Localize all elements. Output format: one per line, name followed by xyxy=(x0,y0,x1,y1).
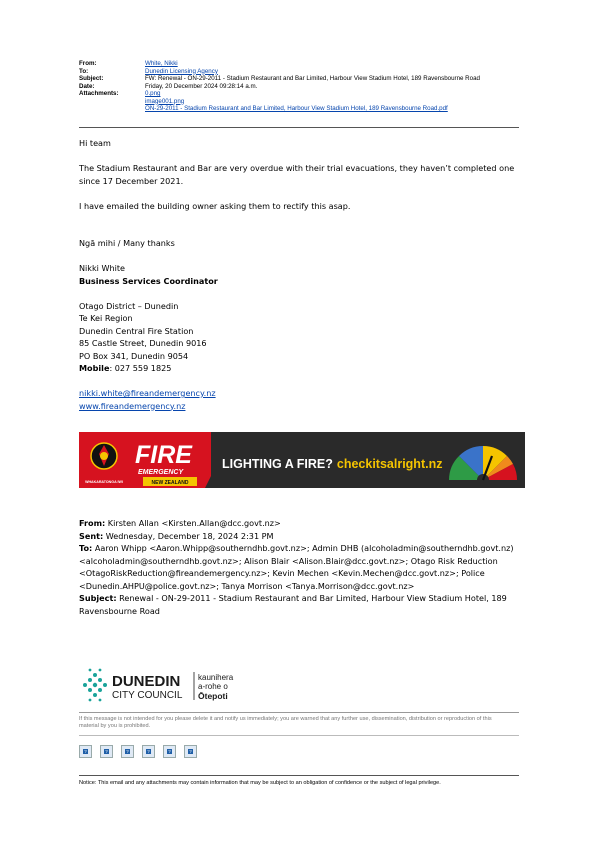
fire-emergency-banner[interactable] xyxy=(79,432,525,488)
broken-image-icon[interactable]: ? xyxy=(163,745,176,758)
notice-divider xyxy=(79,712,519,713)
slogan-prefix: LIGHTING A FIRE? xyxy=(222,457,333,471)
address-line: Otago District – Dunedin xyxy=(79,300,179,311)
address-line: Te Kei Region xyxy=(79,313,133,323)
to-label: To: xyxy=(79,67,89,75)
subject-value: FW: Renewal - ON-29-2011 - Stadium Restaurant and Bar Limited, Harbour View Stadium Hotel, 189 Ravensbourne Road xyxy=(145,75,480,82)
fwd-sent-label: Sent: xyxy=(79,530,104,541)
to-row xyxy=(79,68,519,76)
broken-image-icon[interactable]: ? xyxy=(100,745,113,758)
fwd-sent-value: Wednesday, December 18, 2024 2:31 PM xyxy=(103,530,274,541)
body-paragraph: I have emailed the building owner asking them to rectify this asap. xyxy=(79,200,351,211)
dcc-logo xyxy=(79,664,279,706)
email-link[interactable]: nikki.white@fireandemergency.nz xyxy=(79,388,216,398)
address-line: 85 Castle Street, Dunedin 9016 xyxy=(79,338,207,348)
from-link[interactable]: White, Nikki xyxy=(145,60,178,67)
broken-image-icon[interactable]: ? xyxy=(79,745,92,758)
broken-image-icon[interactable]: ? xyxy=(184,745,197,758)
dcc-line1: DUNEDIN xyxy=(112,673,181,690)
dcc-maori1: kaunihera xyxy=(198,673,234,682)
attachment-link[interactable]: ON-29-2011 - Stadium Restaurant and Bar Limited, Harbour View Stadium Hotel, 189 Ravensbourne Road.pdf xyxy=(145,105,448,112)
slogan-site: checkitsalright.nz xyxy=(336,457,443,471)
fwd-from-value: Kirsten Allan <Kirsten.Allan@dcc.govt.nz> xyxy=(105,518,281,528)
subject-label: Subject: xyxy=(79,75,104,82)
signature-name: Nikki White xyxy=(79,263,126,273)
signoff: Ngā mihi / Many thanks xyxy=(79,238,175,248)
fwd-subject xyxy=(79,592,529,617)
from-label: From: xyxy=(79,60,97,67)
crest-text: WHAKARATONGA IWI xyxy=(85,480,123,484)
header-divider xyxy=(79,127,519,128)
fwd-from xyxy=(79,517,529,530)
date-row xyxy=(79,83,519,91)
attachment-link[interactable]: image001.png xyxy=(145,97,185,105)
mobile-line xyxy=(79,362,529,375)
address-line: Dunedin Central Fire Station xyxy=(79,325,194,336)
fwd-to xyxy=(79,542,529,592)
broken-image-icon[interactable]: ? xyxy=(121,745,134,758)
body-paragraph: The Stadium Restaurant and Bar are very overdue with their trial evacuations, they haven’t completed one since 17 December 2021. xyxy=(79,163,515,186)
dcc-line2: CITY COUNCIL xyxy=(112,690,183,701)
email-header xyxy=(79,60,519,113)
dcc-logo-graphic xyxy=(79,664,279,706)
attachments-label: Attachments: xyxy=(79,90,119,97)
mobile-value: : 027 559 1825 xyxy=(109,363,172,373)
from-row xyxy=(79,60,519,68)
banner-graphic xyxy=(79,432,525,488)
fwd-subject-label: Subject: xyxy=(79,593,117,603)
subject-row xyxy=(79,75,519,83)
attachments-list xyxy=(145,90,519,113)
mobile-label: Mobile xyxy=(79,363,110,373)
emergency-wordmark: EMERGENCY xyxy=(138,469,184,476)
broken-image-icon[interactable]: ? xyxy=(142,745,155,758)
date-value: Friday, 20 December 2024 09:28:14 a.m. xyxy=(145,82,258,90)
dcc-maori3: Ōtepoti xyxy=(198,691,228,701)
fwd-from-label: From: xyxy=(79,518,106,528)
forwarded-message xyxy=(79,517,529,617)
nz-text: NEW ZEALAND xyxy=(151,479,189,486)
slogan xyxy=(222,457,442,471)
fwd-to-label: To: xyxy=(79,543,93,553)
email-body xyxy=(79,137,529,412)
website-link[interactable]: www.fireandemergency.nz xyxy=(79,400,186,411)
address-line: PO Box 341, Dunedin 9054 xyxy=(79,350,189,361)
attachments-row xyxy=(79,90,519,113)
broken-image-row xyxy=(79,745,197,758)
legal-divider xyxy=(79,775,519,776)
signature-title: Business Services Coordinator xyxy=(79,275,218,286)
fire-danger-gauge-icon xyxy=(449,446,517,486)
to-link[interactable]: Dunedin Licensing Agency xyxy=(145,67,218,75)
greeting: Hi team xyxy=(79,138,111,148)
fwd-sent xyxy=(79,530,529,543)
attachment-link[interactable]: 0.png xyxy=(145,90,161,97)
legal-notice: Notice: This email and any attachments may contain information that may be subject to an obligation of confidence or the subject of legal privilege. xyxy=(79,780,441,786)
date-label: Date: xyxy=(79,82,95,90)
fwd-subject-value: Renewal - ON-29-2011 - Stadium Restaurant and Bar Limited, Harbour View Stadium Hotel, 189 Ravensbourne Road xyxy=(79,593,507,616)
fire-wordmark: FIRE xyxy=(135,441,192,469)
dcc-maori2: a-rohe o xyxy=(198,682,228,691)
fwd-to-value: Aaron Whipp <Aaron.Whipp@southerndhb.govt.nz>; Admin DHB (alcoholadmin@southerndhb.govt.nz) <alcoholadmin@southerndhb.govt.nz>; Alison Blair <Alison.Blair@dcc.govt.nz>; Otago Risk Reduction <OtagoRiskReduction@fireandemergency.nz>; Kevin Mechen <Kevin.Mechen@dcc.govt.nz>; Police <Dunedin.AHPU@police.govt.nz>; Tanya Morrison <Tanya.Morrison@dcc.govt.nz> xyxy=(79,543,514,591)
dcc-dots-icon xyxy=(83,669,107,702)
notice-divider xyxy=(79,735,519,736)
confidentiality-notice: If this message is not intended for you please delete it and notify us immediately; you are warned that any further use, dissemination, distribution or reproduction of this material by you is prohibited. xyxy=(79,716,492,729)
